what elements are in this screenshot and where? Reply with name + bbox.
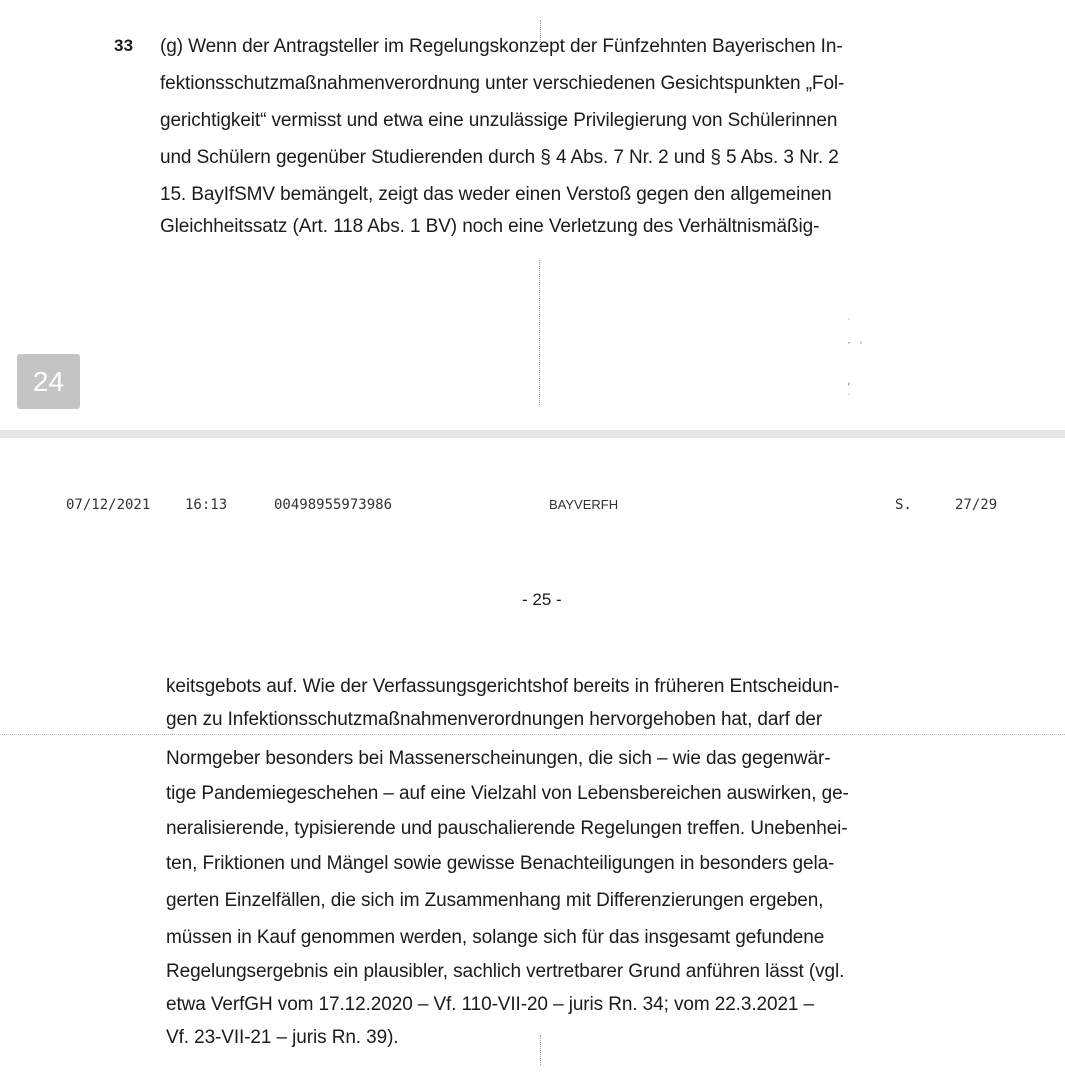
text-line: Normgeber besonders bei Massenerscheinungen, die sich – wie das gegenwär- — [166, 748, 831, 769]
text-line: tige Pandemiegeschehen – auf eine Vielzahl von Lebensbereichen auswirken, ge- — [166, 783, 849, 804]
scan-artifact: ‚ — [846, 376, 853, 387]
fax-date: 07/12/2021 — [66, 497, 151, 513]
scan-artifact: ˙ — [846, 318, 853, 329]
scan-artifact — [539, 260, 541, 405]
text-line: etwa VerfGH vom 17.12.2020 – Vf. 110-VII-20 – juris Rn. 34; vom 22.3.2021 – — [166, 994, 815, 1015]
page-number: - 25 - — [522, 590, 562, 609]
page-badge: 24 — [17, 354, 80, 409]
text-line: Regelungsergebnis ein plausibler, sachlich vertretbarer Grund anführen lässt (vgl. — [166, 961, 845, 982]
text-line: gerichtigkeit“ vermisst und etwa eine unzulässige Privilegierung von Schülerinnen — [160, 110, 838, 131]
text-line: Vf. 23-VII-21 – juris Rn. 39). — [166, 1027, 399, 1048]
paragraph-number: 33 — [114, 36, 134, 55]
fax-time: 16:13 — [185, 497, 228, 513]
scan-artifact — [540, 20, 542, 50]
text-line: keitsgebots auf. Wie der Verfassungsgerichtshof bereits in früheren Entscheidun- — [166, 676, 840, 697]
page-separator — [0, 430, 1065, 438]
text-line: ten, Friktionen und Mängel sowie gewisse Benachteiligungen in besonders gela- — [166, 853, 835, 874]
fax-page-label: S. — [895, 497, 912, 513]
fax-number: 00498955973986 — [274, 497, 393, 513]
scan-artifact: · · — [846, 338, 865, 349]
text-line: gen zu Infektionsschutzmaßnahmenverordnungen hervorgehoben hat, darf der — [166, 709, 823, 730]
scan-artifact: ˙ — [846, 393, 853, 404]
page-24 — [0, 0, 1065, 430]
text-line: 15. BayIfSMV bemängelt, zeigt das weder einen Verstoß gegen den allgemeinen — [160, 184, 832, 205]
text-line: Gleichheitssatz (Art. 118 Abs. 1 BV) noch eine Verletzung des Verhältnismäßig- — [160, 216, 820, 237]
scan-artifact — [540, 1035, 542, 1065]
fax-page-count: 27/29 — [955, 497, 998, 513]
text-line: gerten Einzelfällen, die sich im Zusammenhang mit Differenzierungen ergeben, — [166, 890, 824, 911]
scan-rule — [0, 734, 1065, 735]
text-line: fektionsschutzmaßnahmenverordnung unter verschiedenen Gesichtspunkten „Fol- — [160, 73, 845, 94]
text-line: (g) Wenn der Antragsteller im Regelungskonzept der Fünfzehnten Bayerischen In- — [160, 36, 843, 57]
text-line: neralisierende, typisierende und pauschalierende Regelungen treffen. Unebenhei- — [166, 818, 848, 839]
text-line: und Schülern gegenüber Studierenden durch § 4 Abs. 7 Nr. 2 und § 5 Abs. 3 Nr. 2 — [160, 147, 839, 168]
fax-sender: BAYVERFH — [549, 497, 619, 512]
text-line: müssen in Kauf genommen werden, solange sich für das insgesamt gefundene — [166, 927, 825, 948]
